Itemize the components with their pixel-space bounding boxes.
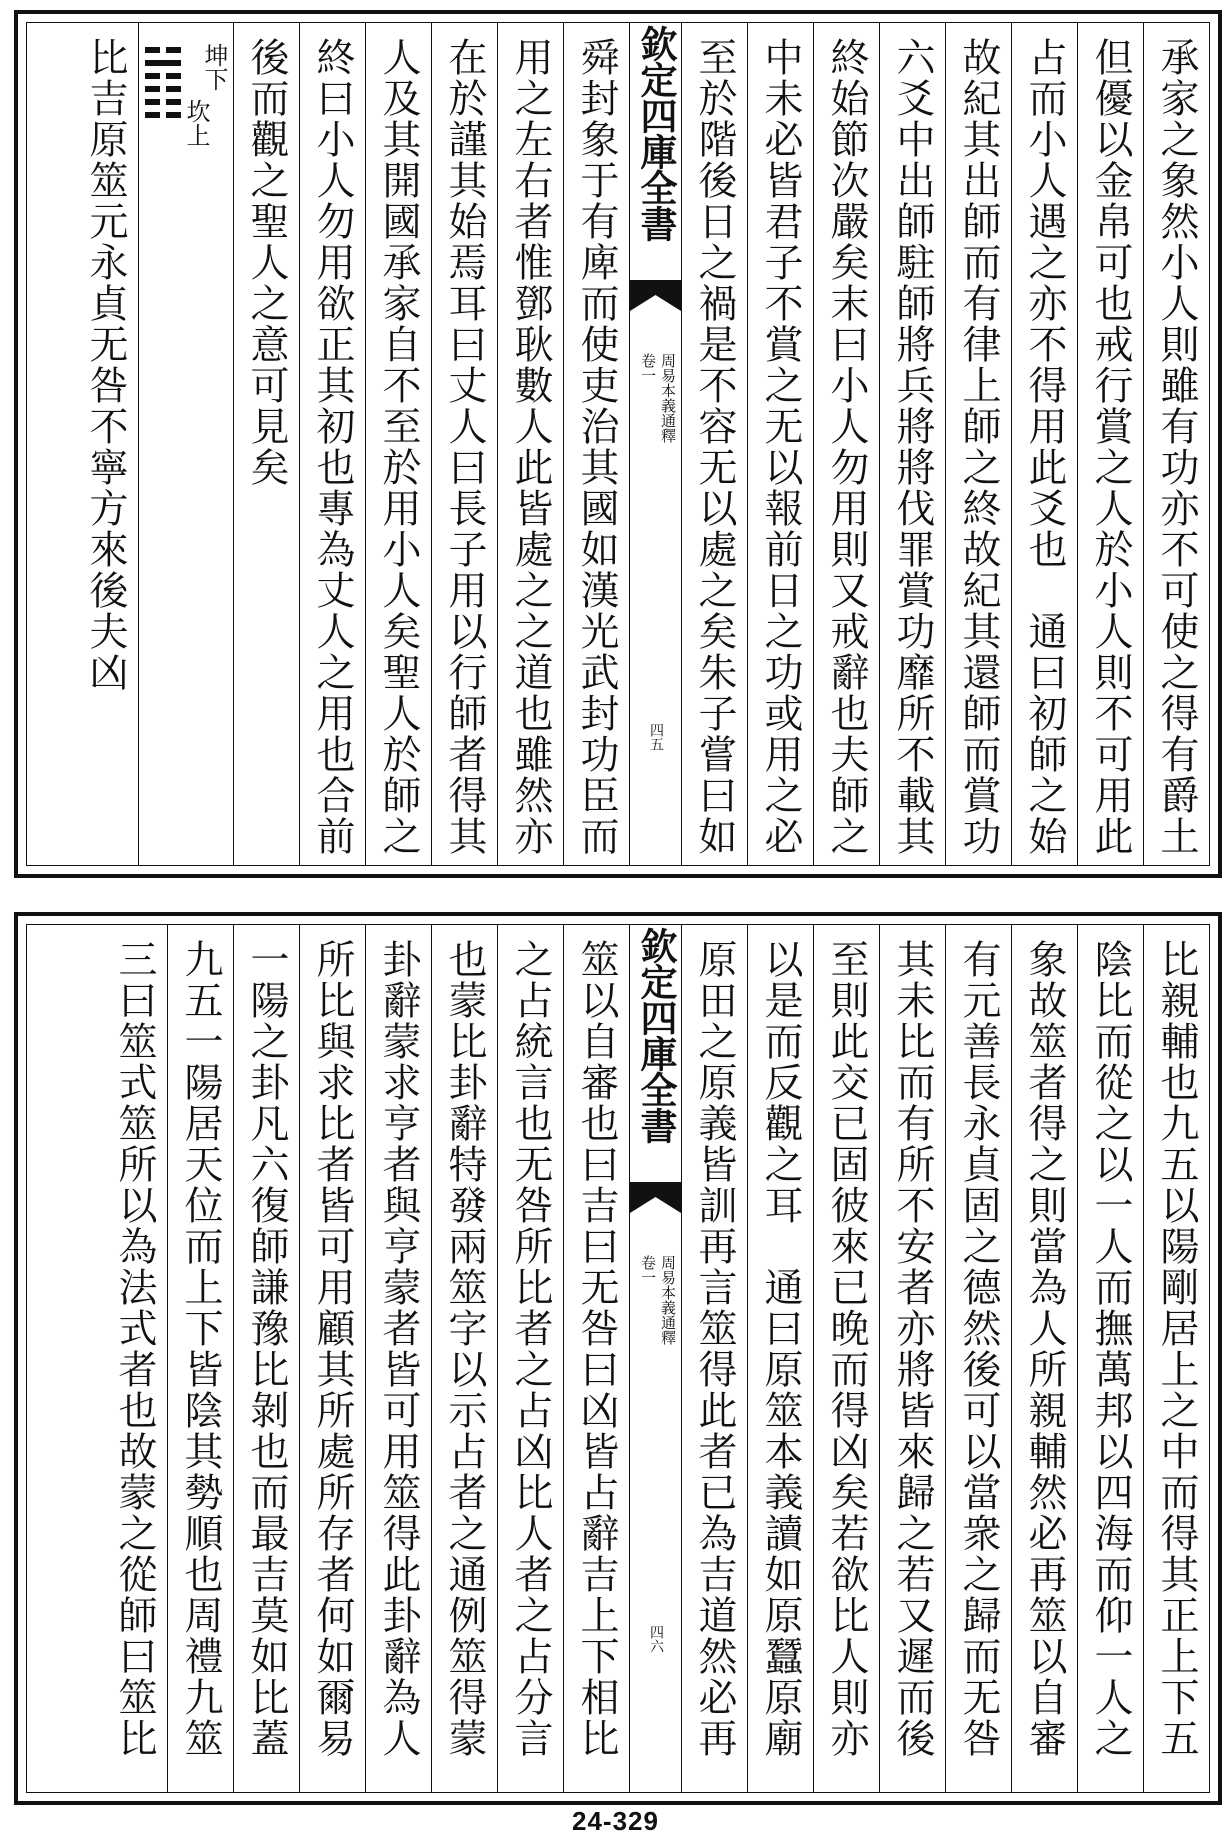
upper-columns: [27, 23, 1209, 865]
text-column: 用之左右者惟鄧耿數人此皆處之之道也雖然亦: [497, 23, 563, 865]
volume-info: [632, 1255, 678, 1345]
center-margin: [629, 925, 681, 1792]
text-column: 九五一陽居天位而上下皆陰其勢順也周禮九筮: [167, 925, 233, 1792]
page-number: 24-329: [572, 1806, 659, 1836]
text-column: 一陽之卦凡六復師謙豫比剝也而最吉莫如比蓋: [233, 925, 299, 1792]
book-title: 欽定四庫全書: [630, 925, 681, 1183]
fishtail-ornament: [630, 1183, 681, 1213]
leaf-number: 四六: [648, 1625, 664, 1653]
hexagram-column: [138, 23, 233, 865]
text-column: 所比與求比者皆可用顧其所處所存者何如爾易: [299, 925, 365, 1792]
text-column: 中未必皆君子不賞之无以報前日之功或用之必: [747, 23, 813, 865]
text-column: 卦辭蒙求亨者與亨蒙者皆可用筮得此卦辭為人: [365, 925, 431, 1792]
text-column: 在於謹其始焉耳曰丈人曰長子用以行師者得其: [431, 23, 497, 865]
text-column: 後而觀之聖人之意可見矣: [233, 23, 299, 865]
center-margin: [629, 23, 681, 865]
lower-page: [14, 912, 1222, 1805]
text-column: 筮以自審也曰吉曰无咎曰凶皆占辭吉上下相比: [563, 925, 629, 1792]
text-column: 比親輔也九五以陽剛居上之中而得其正上下五: [1143, 925, 1209, 1792]
text-column: 承家之象然小人則雖有功亦不可使之得有爵土: [1143, 23, 1209, 865]
text-column: 之占統言也无咎所比者之占凶比人者之占分言: [497, 925, 563, 1792]
text-column: 終曰小人勿用欲正其初也專為丈人之用也合前: [299, 23, 365, 865]
text-column: 三曰筮式筮所以為法式者也故蒙之從師曰筮比: [112, 939, 157, 1759]
text-column: 有元善長永貞固之德然後可以當衆之歸而无咎: [945, 925, 1011, 1792]
text-column: 也蒙比卦辭特發兩筮字以示占者之通例筮得蒙: [431, 925, 497, 1792]
lower-columns: [27, 925, 1209, 1792]
fishtail-ornament: [630, 281, 681, 311]
upper-trigram-label: 坎上: [182, 99, 210, 147]
text-column: 終始節次嚴矣末曰小人勿用則又戒辭也夫師之: [813, 23, 879, 865]
leaf-number: 四五: [648, 723, 664, 751]
lower-trigram-label: 坤下: [200, 43, 228, 91]
text-column: 人及其開國承家自不至於用小人矣聖人於師之: [365, 23, 431, 865]
text-column: 其未比而有所不安者亦將皆來歸之若又遲而後: [879, 925, 945, 1792]
book-title: 欽定四庫全書: [630, 23, 681, 281]
hexagram-bi-icon: [145, 45, 181, 125]
text-column: 舜封象于有庳而使吏治其國如漢光武封功臣而: [563, 23, 629, 865]
upper-page: [14, 10, 1222, 878]
hexagram-text-column: 比吉原筮元永貞无咎不寧方來後夫凶: [83, 37, 128, 693]
text-column: 以是而反觀之耳 通曰原筮本義讀如原蠶原廟: [747, 925, 813, 1792]
volume-number: 卷一: [639, 1255, 657, 1285]
book-subtitle: 周易本義通釋: [659, 1255, 677, 1345]
book-subtitle: 周易本義通釋: [659, 353, 677, 443]
text-column: 故紀其出師而有律上師之終故紀其還師而賞功: [945, 23, 1011, 865]
volume-info: [632, 353, 678, 443]
lower-page-frame: [26, 924, 1210, 1793]
text-column: 六爻中出師駐師將兵將將伐罪賞功靡所不載其: [879, 23, 945, 865]
text-column: 至則此交已固彼來已晚而得凶矣若欲比人則亦: [813, 925, 879, 1792]
volume-number: 卷一: [639, 353, 657, 383]
text-column: 原田之原義皆訓再言筮得此者已為吉道然必再: [681, 925, 747, 1792]
text-column: 占而小人遇之亦不得用此爻也 通曰初師之始: [1011, 23, 1077, 865]
text-column: 至於階後日之禍是不容无以處之矣朱子嘗曰如: [681, 23, 747, 865]
text-column: 但優以金帛可也戒行賞之人於小人則不可用此: [1077, 23, 1143, 865]
text-column: 陰比而從之以一人而撫萬邦以四海而仰一人之: [1077, 925, 1143, 1792]
text-column: 象故筮者得之則當為人所親輔然必再筮以自審: [1011, 925, 1077, 1792]
upper-page-frame: [26, 22, 1210, 866]
